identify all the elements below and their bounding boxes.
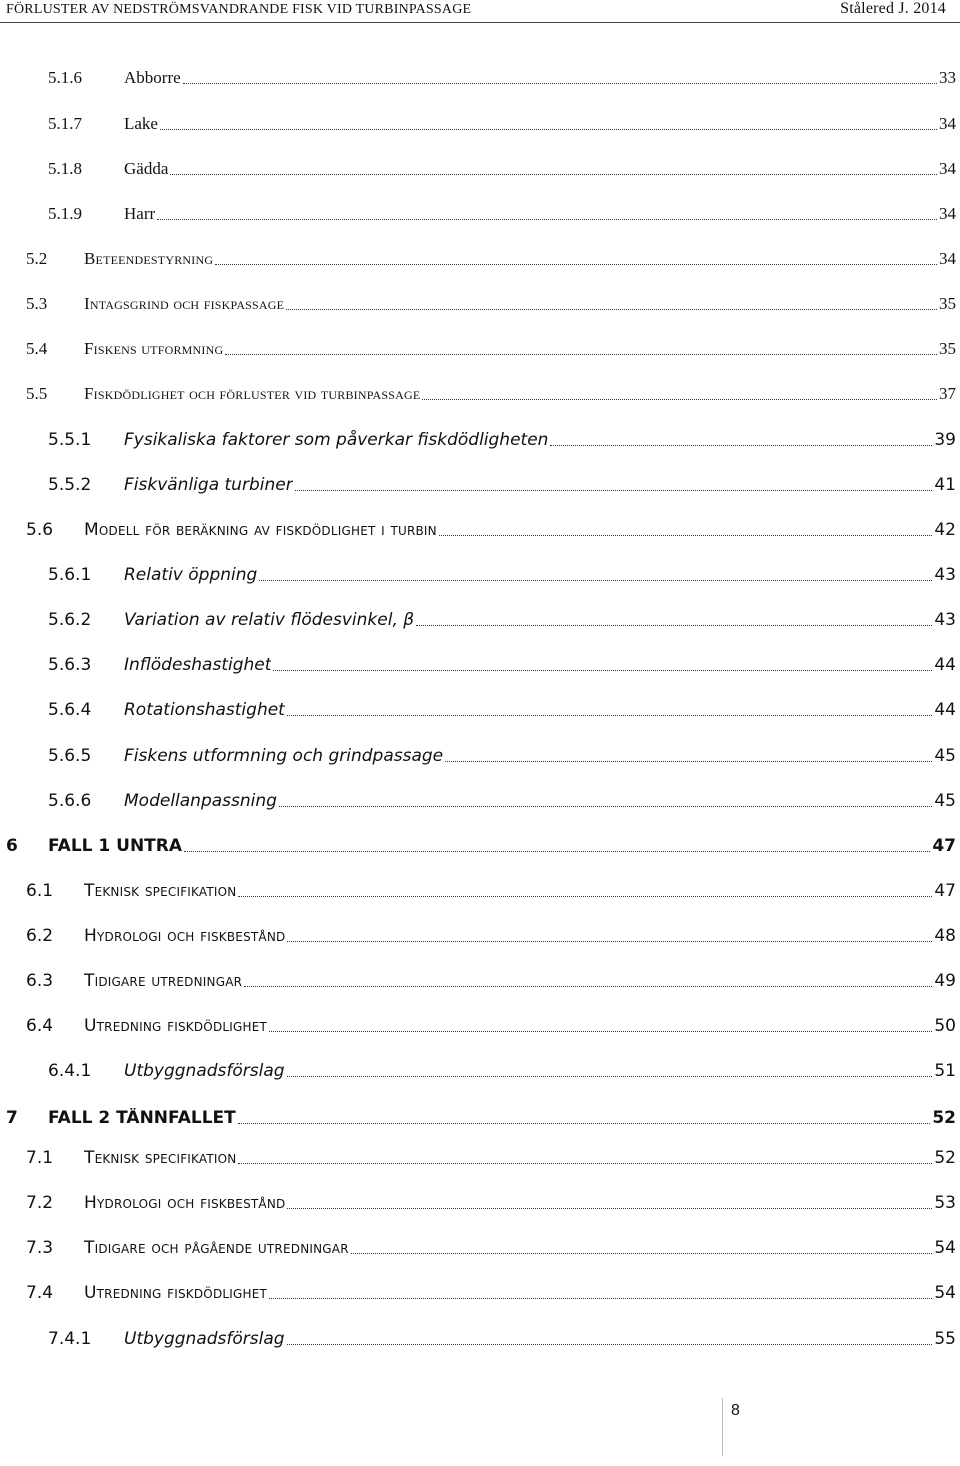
toc-entry-number: 7.1 bbox=[26, 1148, 54, 1168]
toc-entry-number: 5.1.6 bbox=[48, 68, 82, 87]
toc-entry-title: Modell för beräkning av fiskdödlighet i turbin bbox=[84, 520, 437, 540]
footer-divider bbox=[722, 1398, 723, 1456]
header-title: FÖRLUSTER AV NEDSTRÖMSVANDRANDE FISK VID TURBINPASSAGE bbox=[6, 2, 472, 17]
toc-entry-number: 5.6.4 bbox=[48, 700, 92, 720]
toc-entry-number: 5.1.9 bbox=[48, 204, 82, 223]
toc-entry-title: Variation av relativ flödesvinkel, β bbox=[124, 610, 415, 630]
toc-entry-number: 7.3 bbox=[26, 1238, 54, 1258]
toc-entry-title: Utbyggnadsförslag bbox=[124, 1329, 285, 1349]
toc-entry-number: 7.2 bbox=[26, 1193, 54, 1213]
toc-entry-number: 5.6.1 bbox=[48, 565, 92, 585]
toc-leader-dots bbox=[295, 489, 933, 491]
toc-entry-title: Fiskens utformning och grindpassage bbox=[124, 746, 444, 766]
running-header bbox=[0, 0, 960, 23]
toc-entry-number: 6.3 bbox=[26, 971, 54, 991]
toc-leader-dots bbox=[287, 1343, 933, 1345]
toc-entry-title: FALL 2 TÄNNFALLET bbox=[48, 1108, 236, 1128]
toc-leader-dots bbox=[351, 1252, 933, 1254]
toc-entry-title: Fiskvänliga turbiner bbox=[124, 475, 293, 495]
toc-entry[interactable] bbox=[48, 565, 956, 585]
toc-leader-dots bbox=[160, 128, 937, 130]
toc-entry-page: 39 bbox=[934, 430, 956, 450]
toc-entry[interactable] bbox=[26, 1016, 956, 1036]
toc-leader-dots bbox=[170, 173, 937, 175]
toc-entry-page: 34 bbox=[939, 204, 956, 223]
toc-entry-title: Hydrologi och fiskbestånd bbox=[84, 926, 286, 946]
toc-leader-dots bbox=[550, 444, 932, 446]
toc-entry-page: 49 bbox=[934, 971, 956, 991]
toc-leader-dots bbox=[183, 82, 937, 84]
toc-leader-dots bbox=[287, 714, 933, 716]
toc-entry-title: Beteendestyrning bbox=[84, 249, 214, 268]
toc-entry-title: Utredning fiskdödlighet bbox=[84, 1016, 268, 1036]
toc-entry[interactable] bbox=[26, 1193, 956, 1213]
toc-entry-title: Rotationshastighet bbox=[124, 700, 285, 720]
toc-entry-title: Teknisk specifikation bbox=[84, 1148, 237, 1168]
toc-entry-title: Teknisk specifikation bbox=[84, 881, 237, 901]
toc-entry-page: 53 bbox=[934, 1193, 956, 1213]
toc-entry[interactable] bbox=[26, 249, 956, 269]
toc-entry-number: 7.4.1 bbox=[48, 1329, 92, 1349]
toc-entry-number: 5.1.7 bbox=[48, 114, 82, 133]
toc-entry-title: Tidigare och pågående utredningar bbox=[84, 1238, 349, 1258]
toc-entry-page: 37 bbox=[939, 384, 956, 403]
toc-entry-page: 45 bbox=[934, 791, 956, 811]
toc-leader-dots bbox=[269, 1297, 932, 1299]
toc-entry-page: 52 bbox=[932, 1108, 956, 1128]
toc-entry-page: 51 bbox=[934, 1061, 956, 1081]
toc-entry[interactable] bbox=[48, 700, 956, 720]
toc-entry[interactable] bbox=[6, 1108, 956, 1128]
toc-entry-number: 6 bbox=[6, 836, 18, 856]
toc-entry[interactable] bbox=[48, 159, 956, 179]
toc-entry-number: 5.6.2 bbox=[48, 610, 92, 630]
toc-entry-page: 33 bbox=[939, 68, 956, 87]
toc-entry-title: Lake bbox=[124, 114, 158, 133]
toc-entry[interactable] bbox=[48, 475, 956, 495]
page-number: 8 bbox=[731, 1402, 740, 1419]
toc-entry[interactable] bbox=[26, 926, 956, 946]
toc-entry-page: 55 bbox=[934, 1329, 956, 1349]
toc-leader-dots bbox=[259, 579, 932, 581]
toc-entry-number: 5.1.8 bbox=[48, 159, 82, 178]
toc-entry-page: 43 bbox=[934, 565, 956, 585]
toc-entry-page: 34 bbox=[939, 159, 956, 178]
toc-leader-dots bbox=[287, 1075, 933, 1077]
toc-entry-title: Abborre bbox=[124, 68, 181, 87]
toc-entry-number: 5.5.1 bbox=[48, 430, 92, 450]
toc-entry-number: 5.6.5 bbox=[48, 746, 92, 766]
toc-leader-dots bbox=[225, 353, 937, 355]
toc-entry-number: 5.5 bbox=[26, 384, 48, 403]
toc-entry[interactable] bbox=[48, 791, 956, 811]
toc-entry-title: Modellanpassning bbox=[124, 791, 277, 811]
toc-entry[interactable] bbox=[48, 68, 956, 88]
toc-entry-number: 6.4 bbox=[26, 1016, 54, 1036]
toc-leader-dots bbox=[286, 308, 937, 310]
toc-entry[interactable] bbox=[48, 610, 956, 630]
toc-entry-page: 34 bbox=[939, 249, 956, 268]
toc-entry-title: Fysikaliska faktorer som påverkar fiskdödligheten bbox=[124, 430, 549, 450]
toc-entry-page: 35 bbox=[939, 339, 956, 358]
toc-entry-page: 54 bbox=[934, 1283, 956, 1303]
toc-entry[interactable] bbox=[48, 204, 956, 224]
toc-entry-number: 5.5.2 bbox=[48, 475, 92, 495]
toc-leader-dots bbox=[244, 985, 932, 987]
toc-entry-page: 47 bbox=[934, 881, 956, 901]
toc-entry-number: 6.1 bbox=[26, 881, 54, 901]
toc-leader-dots bbox=[157, 218, 937, 220]
toc-leader-dots bbox=[287, 940, 932, 942]
toc-entry-title: Relativ öppning bbox=[124, 565, 258, 585]
toc-entry-page: 43 bbox=[934, 610, 956, 630]
toc-leader-dots bbox=[215, 263, 937, 265]
toc-leader-dots bbox=[184, 850, 930, 852]
header-author: Stålered J. 2014 bbox=[840, 0, 946, 17]
toc-leader-dots bbox=[238, 1162, 932, 1164]
toc-entry-number: 6.4.1 bbox=[48, 1061, 92, 1081]
toc-leader-dots bbox=[422, 398, 937, 400]
toc-entry-title: Inflödeshastighet bbox=[124, 655, 272, 675]
toc-entry-number: 5.4 bbox=[26, 339, 48, 358]
toc-entry-page: 44 bbox=[934, 700, 956, 720]
toc-entry[interactable] bbox=[26, 881, 956, 901]
toc-entry-title: Fiskens utformning bbox=[84, 339, 224, 358]
toc-entry-page: 44 bbox=[934, 655, 956, 675]
toc-entry-title: Utbyggnadsförslag bbox=[124, 1061, 285, 1081]
toc-entry-title: FALL 1 UNTRA bbox=[48, 836, 183, 856]
toc-leader-dots bbox=[287, 1207, 932, 1209]
toc-entry[interactable] bbox=[6, 836, 956, 856]
toc-entry-page: 50 bbox=[934, 1016, 956, 1036]
toc-entry-page: 52 bbox=[934, 1148, 956, 1168]
toc-leader-dots bbox=[445, 760, 932, 762]
toc-leader-dots bbox=[416, 624, 932, 626]
toc-entry-page: 54 bbox=[934, 1238, 956, 1258]
toc-entry-number: 5.6.3 bbox=[48, 655, 92, 675]
toc-entry[interactable] bbox=[48, 114, 956, 134]
toc-leader-dots bbox=[269, 1030, 932, 1032]
toc-entry-number: 7.4 bbox=[26, 1283, 54, 1303]
toc-leader-dots bbox=[238, 895, 932, 897]
toc-entry-title: Gädda bbox=[124, 159, 169, 178]
toc-entry[interactable] bbox=[48, 430, 956, 450]
toc-entry[interactable] bbox=[48, 655, 956, 675]
toc-entry-number: 5.3 bbox=[26, 294, 48, 313]
toc-entry-number: 5.2 bbox=[26, 249, 48, 268]
toc-entry-number: 7 bbox=[6, 1108, 18, 1128]
toc-entry-page: 45 bbox=[934, 746, 956, 766]
toc-entry-title: Fiskdödlighet och förluster vid turbinpassage bbox=[84, 384, 421, 403]
toc-entry[interactable] bbox=[26, 971, 956, 991]
toc-entry-page: 34 bbox=[939, 114, 956, 133]
toc-entry-title: Hydrologi och fiskbestånd bbox=[84, 1193, 286, 1213]
toc-entry[interactable] bbox=[26, 384, 956, 404]
toc-entry[interactable] bbox=[26, 339, 956, 359]
toc-entry[interactable] bbox=[48, 746, 956, 766]
toc-entry[interactable] bbox=[26, 520, 956, 540]
toc-leader-dots bbox=[439, 534, 933, 536]
toc-entry-title: Tidigare utredningar bbox=[84, 971, 243, 991]
toc-entry-page: 47 bbox=[932, 836, 956, 856]
toc-leader-dots bbox=[273, 669, 932, 671]
toc-entry-title: Harr bbox=[124, 204, 156, 223]
toc-entry-number: 5.6.6 bbox=[48, 791, 92, 811]
toc-entry-title: Intagsgrind och fiskpassage bbox=[84, 294, 285, 313]
toc-entry[interactable] bbox=[26, 294, 956, 314]
toc-entry-page: 35 bbox=[939, 294, 956, 313]
toc-entry-number: 6.2 bbox=[26, 926, 54, 946]
toc-entry-number: 5.6 bbox=[26, 520, 54, 540]
toc-entry[interactable] bbox=[26, 1238, 956, 1258]
toc-entry-page: 48 bbox=[934, 926, 956, 946]
toc-entry-page: 42 bbox=[934, 520, 956, 540]
toc-leader-dots bbox=[238, 1122, 931, 1124]
toc-entry-page: 41 bbox=[934, 475, 956, 495]
toc-entry-title: Utredning fiskdödlighet bbox=[84, 1283, 268, 1303]
toc-entry[interactable] bbox=[48, 1061, 956, 1081]
toc-entry[interactable] bbox=[48, 1329, 956, 1349]
toc-entry[interactable] bbox=[26, 1283, 956, 1303]
toc-leader-dots bbox=[279, 805, 932, 807]
toc-entry[interactable] bbox=[26, 1148, 956, 1168]
